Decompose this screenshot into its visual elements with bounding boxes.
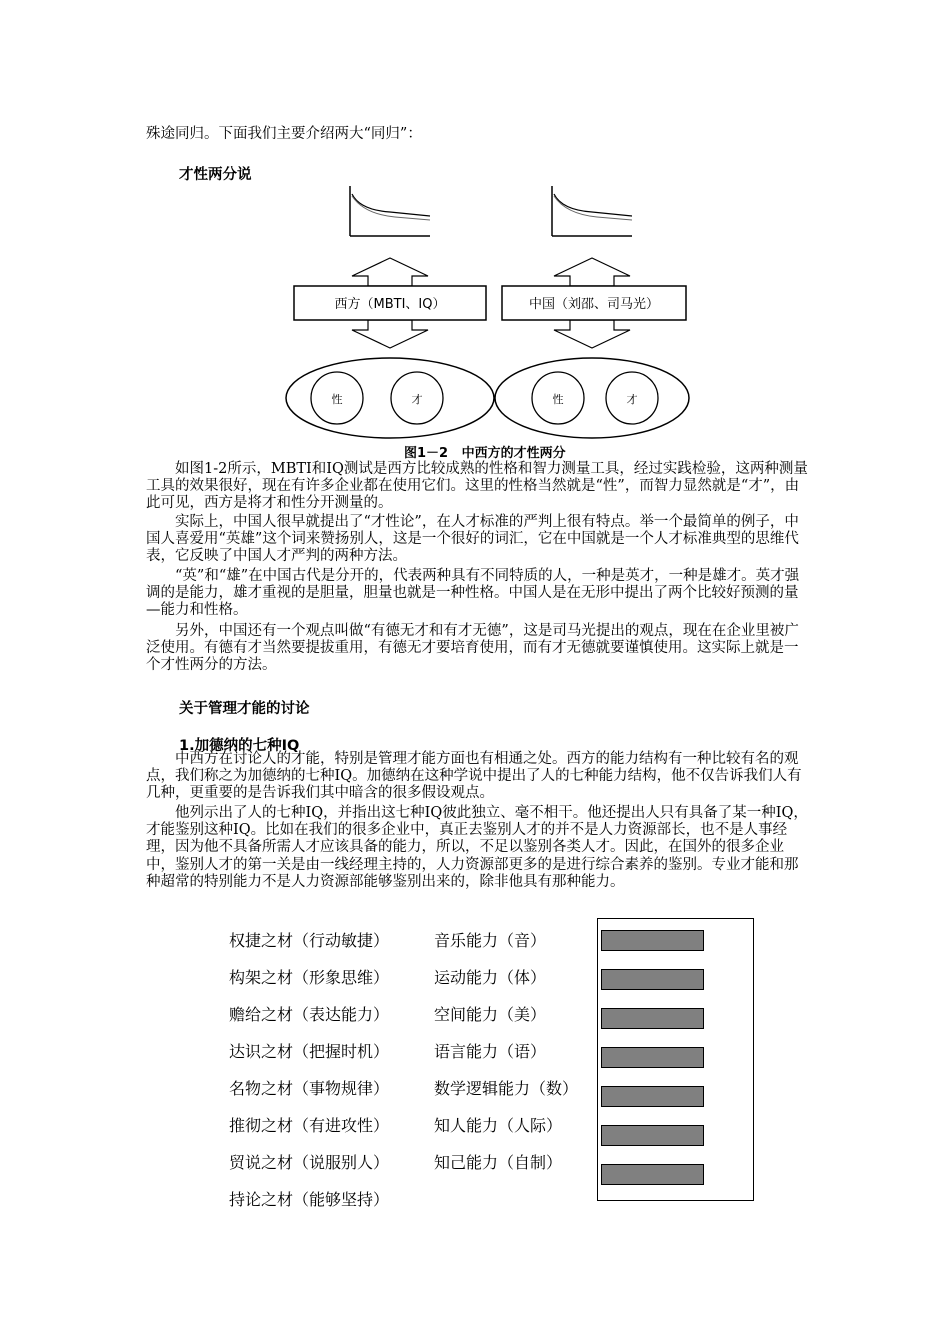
china-nature-label: 性 [552,393,564,406]
ability-bar [601,969,704,990]
west-talent-label: 才 [411,393,423,406]
section-heading-management-talent: 关于管理才能的讨论 [179,701,310,717]
ability-bar [601,1164,704,1185]
talent-cn-item: 赡给之材（表达能力） [229,1005,390,1024]
ability-west-item: 音乐能力（音） [434,931,547,950]
west-label: 西方（MBTI、IQ） [334,297,446,312]
ability-west-item: 语言能力（语） [434,1042,547,1061]
china-decay-chart [552,186,632,236]
ability-bar [601,930,704,951]
section-heading-talent-nature: 才性两分说 [179,167,252,183]
ability-west-item: 数学逻辑能力（数） [434,1079,579,1098]
paragraph-6: 他列示出了人的七种IQ，并指出这七种IQ彼此独立、毫不相干。他还提出人只有具备了某一种IQ，才能鉴别这种IQ。比如在我们的很多企业中，真正去鉴别人才的并不是人力资源部长，也不是人事经理，因为他不具备所需人才应该具备的能力，所以，不足以鉴别各类人才。因此，在国外的很多企业中，鉴别人才的第一关是由一线经理主持的，人力资源部更多的是进行综合素养的鉴别。专业才能和那种超常的特别能力不是人力资源部能够鉴别出来的，除非他具有那种能力。 [146,805,808,890]
ability-bar [601,1086,704,1107]
paragraph-3: “英”和“雄”在中国古代是分开的，代表两种具有不同特质的人，一种是英才，一种是雄才。英才强调的是能力，雄才重视的是胆量，胆量也就是一种性格。中国人是在无形中提出了两个比较好预测的量—能力和性格。 [146,568,800,619]
ability-bar [601,1125,704,1146]
china-ellipse [495,358,689,438]
figure-caption: 图1－2 中西方的才性两分 [404,446,566,461]
figure-talent-nature-diagram [280,186,700,440]
china-label: 中国（刘邵、司马光） [528,297,660,312]
talent-cn-item: 贸说之材（说服别人） [229,1153,390,1172]
west-ellipse [286,358,494,438]
west-nature-label: 性 [331,393,343,406]
talent-cn-item: 名物之材（事物规律） [229,1079,390,1098]
ability-west-item: 空间能力（美） [434,1005,547,1024]
talent-cn-item: 持论之材（能够坚持） [229,1190,390,1209]
paragraph-5: 中西方在讨论人的才能，特别是管理才能方面也有相通之处。西方的能力结构有一种比较有名的观点，我们称之为加德纳的七种IQ。加德纳在这种学说中提出了人的七种能力结构，他不仅告诉我们人有几种，更重要的是告诉我们其中暗含的很多假设观点。 [146,751,802,802]
paragraph-1: 如图1-2所示，MBTI和IQ测试是西方比较成熟的性格和智力测量工具，经过实践检验，这两种测量工具的效果很好，现在有许多企业都在使用它们。这里的性格当然就是“性”，而智力显然就是“才”，由此可见，西方是将才和性分开测量的。 [146,461,808,512]
paragraph-2: 实际上，中国人很早就提出了“才性论”，在人才标准的严判上很有特点。举一个最简单的例子，中国人喜爱用“英雄”这个词来赞扬别人，这是一个很好的词汇，它在中国就是一个人才标准典型的思维代表，它反映了中国人才严判的两种方法。 [146,514,799,565]
ability-bar [601,1008,704,1029]
paragraph-4: 另外，中国还有一个观点叫做“有德无才和有才无德”，这是司马光提出的观点，现在在企业里被广泛使用。有德有才当然要提拔重用，有德无才要培育使用，而有才无德就要谨慎使用。这实际上就是一个才性两分的方法。 [146,623,799,674]
lead-text: 殊途同归。下面我们主要介绍两大“同归”： [146,126,422,142]
ability-west-item: 知己能力（自制） [434,1153,563,1172]
west-decay-chart [350,186,430,236]
ability-bar [601,1047,704,1068]
talent-cn-item: 构架之材（形象思维） [229,968,390,987]
china-talent-label: 才 [626,393,638,406]
talent-cn-item: 权捷之材（行动敏捷） [229,931,390,950]
talent-cn-item: 达识之材（把握时机） [229,1042,390,1061]
talent-cn-item: 推彻之材（有进攻性） [229,1116,390,1135]
ability-west-item: 运动能力（体） [434,968,547,987]
subheading-gardner-iq: 1.加德纳的七种IQ [179,738,300,754]
ability-west-item: 知人能力（人际） [434,1116,563,1135]
